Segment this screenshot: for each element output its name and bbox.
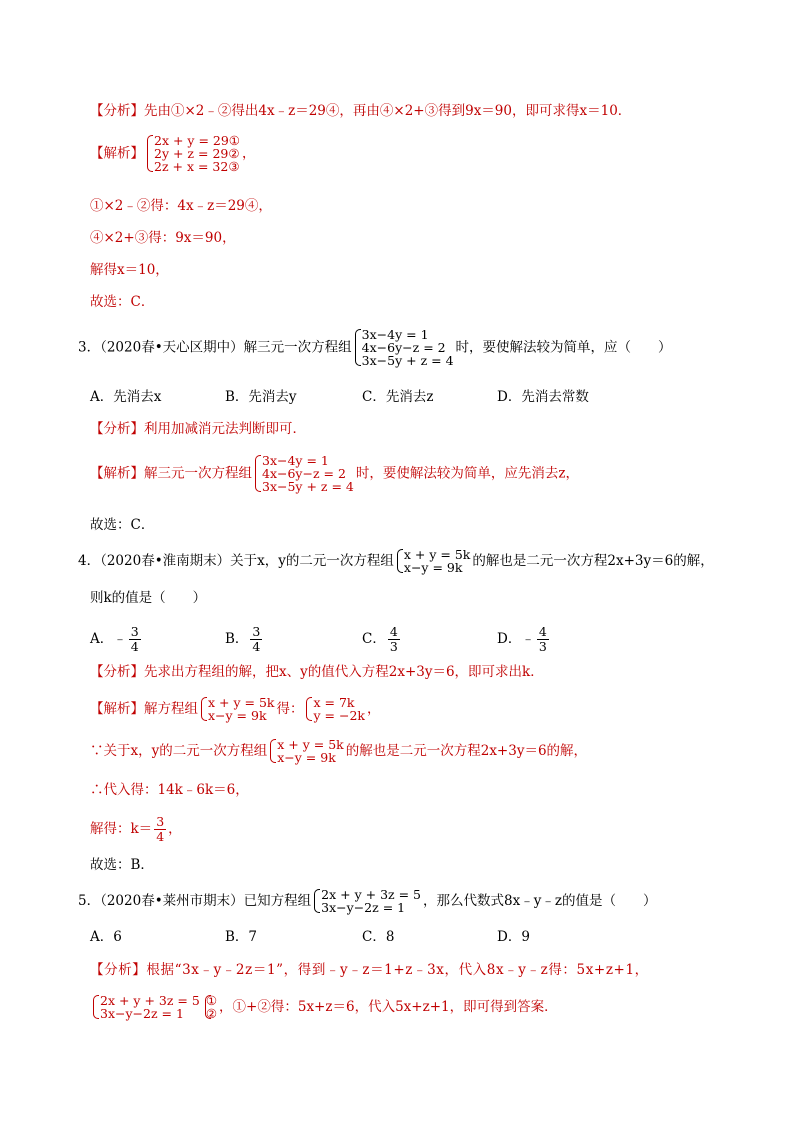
q4-jiexi: 【解析】解方程组 x + y = 5k x−y = 9k 得： x = 7k y = −2k ， [90,695,381,723]
q4-therefore: ∴代入得：14k﹣6k＝6， [90,782,249,798]
q3-stem: 3．（2020春•天心区期中）解三元一次方程组 3x−4y = 1 4x−6y−z = 2 3x−5y + z = 4 时，要使解法较为简单，应（ ） [78,327,672,368]
q4-option-c: C． $\frac{4}{3}$ [362,624,398,654]
q4-option-d: D．﹣ $\frac{4}{3}$ [497,624,547,654]
equation-system: 2x + y + 3z = 5 3x−y−2z = 1 [92,994,200,1020]
q4-fenxi: 【分析】先求出方程组的解，把x、y的值代入方程2x+3y＝6，即可求出k． [90,664,544,680]
equation-system: x + y = 5k x−y = 9k [269,738,343,764]
equation-system: 3x−4y = 1 4x−6y−z = 2 3x−5y + z = 4 [354,328,454,367]
fenxi-tag: 【分析】 [90,421,144,437]
q2-jiexi: 【解析】 2x + y = 29① 2y + z = 29② 2z + x = 32③ ， [90,133,256,174]
q3-option-d: D．先消去常数 [497,389,589,405]
q5-option-c: C．8 [362,929,395,945]
q2-fenxi [90,101,631,121]
q5-stem: 5．（2020春•莱州市期末）已知方程组 2x + y + 3z = 5 3x−y−2z = 1 ，那么代数式8x﹣y﹣z的值是（ ） [78,887,657,915]
jiexi-tag: 【解析】 [90,701,144,717]
solution-system: x = 7k y = −2k [305,696,364,722]
fenxi-text: 先由①×2﹣②得出4x﹣z＝29④，再由④×2+③得到9x＝90，即可求得x＝10． [144,103,632,119]
q4-answer: 故选：B． [90,857,154,873]
equation-system: 3x−4y = 1 4x−6y−z = 2 3x−5y + z = 4 [254,454,354,493]
q5-option-a: A．6 [90,929,122,945]
q2-step2: ④×2+③得：9x＝90， [90,230,236,246]
q5-fenxi-cont: 2x + y + 3z = 5 3x−y−2z = 1 ① ② ，①+②得：5x+z＝6，代入5x+z+1，即可得到答案． [90,994,558,1020]
q5-option-b: B．7 [225,929,258,945]
q3-option-b: B．先消去y [225,389,297,405]
q4-stem: 4．（2020春•淮南期末）关于x，y的二元一次方程组 x + y = 5k x−y = 9k 的解也是二元一次方程2x+3y＝6的解， [78,547,714,575]
q5-fenxi: 【分析】根据“3x﹣y﹣2z＝1”，得到﹣y﹣z＝1+z﹣3x，代入8x﹣y﹣z得：5x+z+1， [90,962,649,978]
fenxi-tag: 【分析】 [90,962,147,978]
q4-option-b: B． $\frac{3}{4}$ [225,624,261,654]
equation-system: 2x + y = 29① 2y + z = 29② 2z + x = 32③ [146,134,240,173]
q3-jiexi: 【解析】解三元一次方程组 3x−4y = 1 4x−6y−z = 2 3x−5y + z = 4 时，要使解法较为简单，应先消去z， [90,453,579,494]
q2-step3: 解得x＝10， [90,262,169,278]
q3-option-c: C．先消去z [362,389,434,405]
q2-answer: 故选：C． [90,294,155,310]
fenxi-tag: 【分析】 [90,103,144,119]
q5-option-d: D．9 [497,929,530,945]
q3-option-a: A．先消去x [90,389,162,405]
q4-solve: 解得：k＝ $\frac{3}{4}$ ， [90,814,182,844]
jiexi-tag: 【解析】 [90,465,144,482]
q4-option-a: A．﹣ $\frac{3}{4}$ [90,624,139,654]
fenxi-tag: 【分析】 [90,664,144,680]
jiexi-tag: 【解析】 [90,145,144,162]
equation-system: 2x + y + 3z = 5 3x−y−2z = 1 [313,888,421,914]
equation-labels: ① ② [205,993,218,1021]
q2-step1: ①×2﹣②得：4x﹣z＝29④， [90,198,272,214]
q4-stem-cont: 则k的值是（ ） [90,590,207,606]
q4-because: ∵关于x，y的二元一次方程组 x + y = 5k x−y = 9k 的解也是二元一次方程2x+3y＝6的解， [90,737,588,765]
q3-fenxi: 【分析】利用加减消元法判断即可． [90,421,306,437]
equation-system: x + y = 5k x−y = 9k [396,548,470,574]
equation-system: x + y = 5k x−y = 9k [200,696,274,722]
q3-answer: 故选：C． [90,517,155,533]
